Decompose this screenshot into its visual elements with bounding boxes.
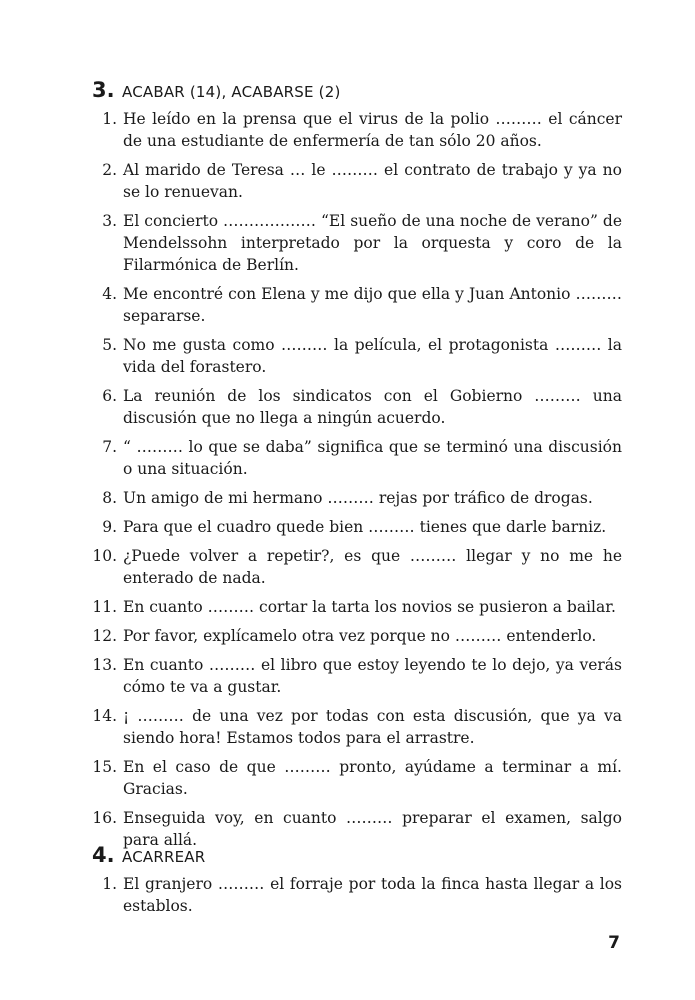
item-text: “ ……… lo que se daba” significa que se terminó una discusión o una situación. — [123, 438, 622, 478]
item-number: 15. — [92, 758, 117, 776]
item-text: ¿Puede volver a repetir?, es que ……… llegar y no me he enterado de nada. — [123, 547, 622, 587]
item-text: ¡ ……… de una vez por todas con esta discusión, que ya va siendo hora! Estamos todos para el arrastre. — [123, 707, 622, 747]
section-number: 3. — [92, 78, 115, 102]
item-number: 2. — [102, 161, 117, 179]
item-text: Enseguida voy, en cuanto ……… preparar el examen, salgo para allá. — [123, 809, 622, 849]
exercise-item — [92, 516, 622, 538]
item-number: 8. — [102, 489, 117, 507]
item-number: 13. — [92, 656, 117, 674]
exercise-item — [92, 756, 622, 800]
exercise-item — [92, 385, 622, 429]
section-title: ACABAR (14), ACABARSE (2) — [122, 83, 341, 101]
item-number: 16. — [92, 809, 117, 827]
exercise-list — [92, 873, 622, 917]
exercise-item — [92, 545, 622, 589]
item-text: El granjero ……… el forraje por toda la finca hasta llegar a los establos. — [123, 875, 622, 915]
exercise-section-4 — [92, 843, 622, 924]
item-number: 1. — [102, 875, 117, 893]
item-text: El concierto ……………… “El sueño de una noche de verano” de Mendelssohn interpretado por la orquesta y coro de la Filarmónica de Berlín. — [123, 212, 622, 274]
page-number: 7 — [608, 933, 620, 953]
exercise-item — [92, 108, 622, 152]
section-title: ACARREAR — [122, 848, 206, 866]
exercise-item — [92, 159, 622, 203]
item-text: La reunión de los sindicatos con el Gobierno ……… una discusión que no llega a ningún acuerdo. — [123, 387, 622, 427]
item-text: Un amigo de mi hermano ……… rejas por tráfico de drogas. — [123, 489, 593, 507]
item-number: 6. — [102, 387, 117, 405]
item-number: 5. — [102, 336, 117, 354]
item-number: 3. — [102, 212, 117, 230]
item-number: 4. — [102, 285, 117, 303]
section-heading — [92, 78, 622, 102]
item-number: 14. — [92, 707, 117, 725]
item-text: Para que el cuadro quede bien ……… tienes que darle barniz. — [123, 518, 607, 536]
item-number: 1. — [102, 110, 117, 128]
exercise-item — [92, 596, 622, 618]
exercise-item — [92, 654, 622, 698]
item-text: He leído en la prensa que el virus de la polio ……… el cáncer de una estudiante de enfermería de tan sólo 20 años. — [123, 110, 622, 150]
item-text: En cuanto ……… el libro que estoy leyendo te lo dejo, ya verás cómo te va a gustar. — [123, 656, 622, 696]
exercise-item — [92, 487, 622, 509]
section-number: 4. — [92, 843, 115, 867]
item-text: Al marido de Teresa … le ……… el contrato de trabajo y ya no se lo renuevan. — [123, 161, 622, 201]
exercise-list — [92, 108, 622, 851]
item-number: 7. — [102, 438, 117, 456]
item-text: En el caso de que ……… pronto, ayúdame a terminar a mí. Gracias. — [123, 758, 622, 798]
item-number: 10. — [92, 547, 117, 565]
exercise-item — [92, 625, 622, 647]
item-number: 9. — [102, 518, 117, 536]
exercise-item — [92, 436, 622, 480]
exercise-item — [92, 210, 622, 276]
exercise-section-3 — [92, 78, 622, 858]
item-number: 11. — [92, 598, 117, 616]
exercise-item — [92, 334, 622, 378]
item-text: No me gusta como ……… la película, el protagonista ……… la vida del forastero. — [123, 336, 622, 376]
exercise-item — [92, 705, 622, 749]
item-text: Me encontré con Elena y me dijo que ella y Juan Antonio ……… separarse. — [123, 285, 622, 325]
item-text: Por favor, explícamelo otra vez porque no ……… entenderlo. — [123, 627, 597, 645]
section-heading — [92, 843, 622, 867]
exercise-item — [92, 283, 622, 327]
exercise-item — [92, 873, 622, 917]
item-text: En cuanto ……… cortar la tarta los novios se pusieron a bailar. — [123, 598, 616, 616]
item-number: 12. — [92, 627, 117, 645]
